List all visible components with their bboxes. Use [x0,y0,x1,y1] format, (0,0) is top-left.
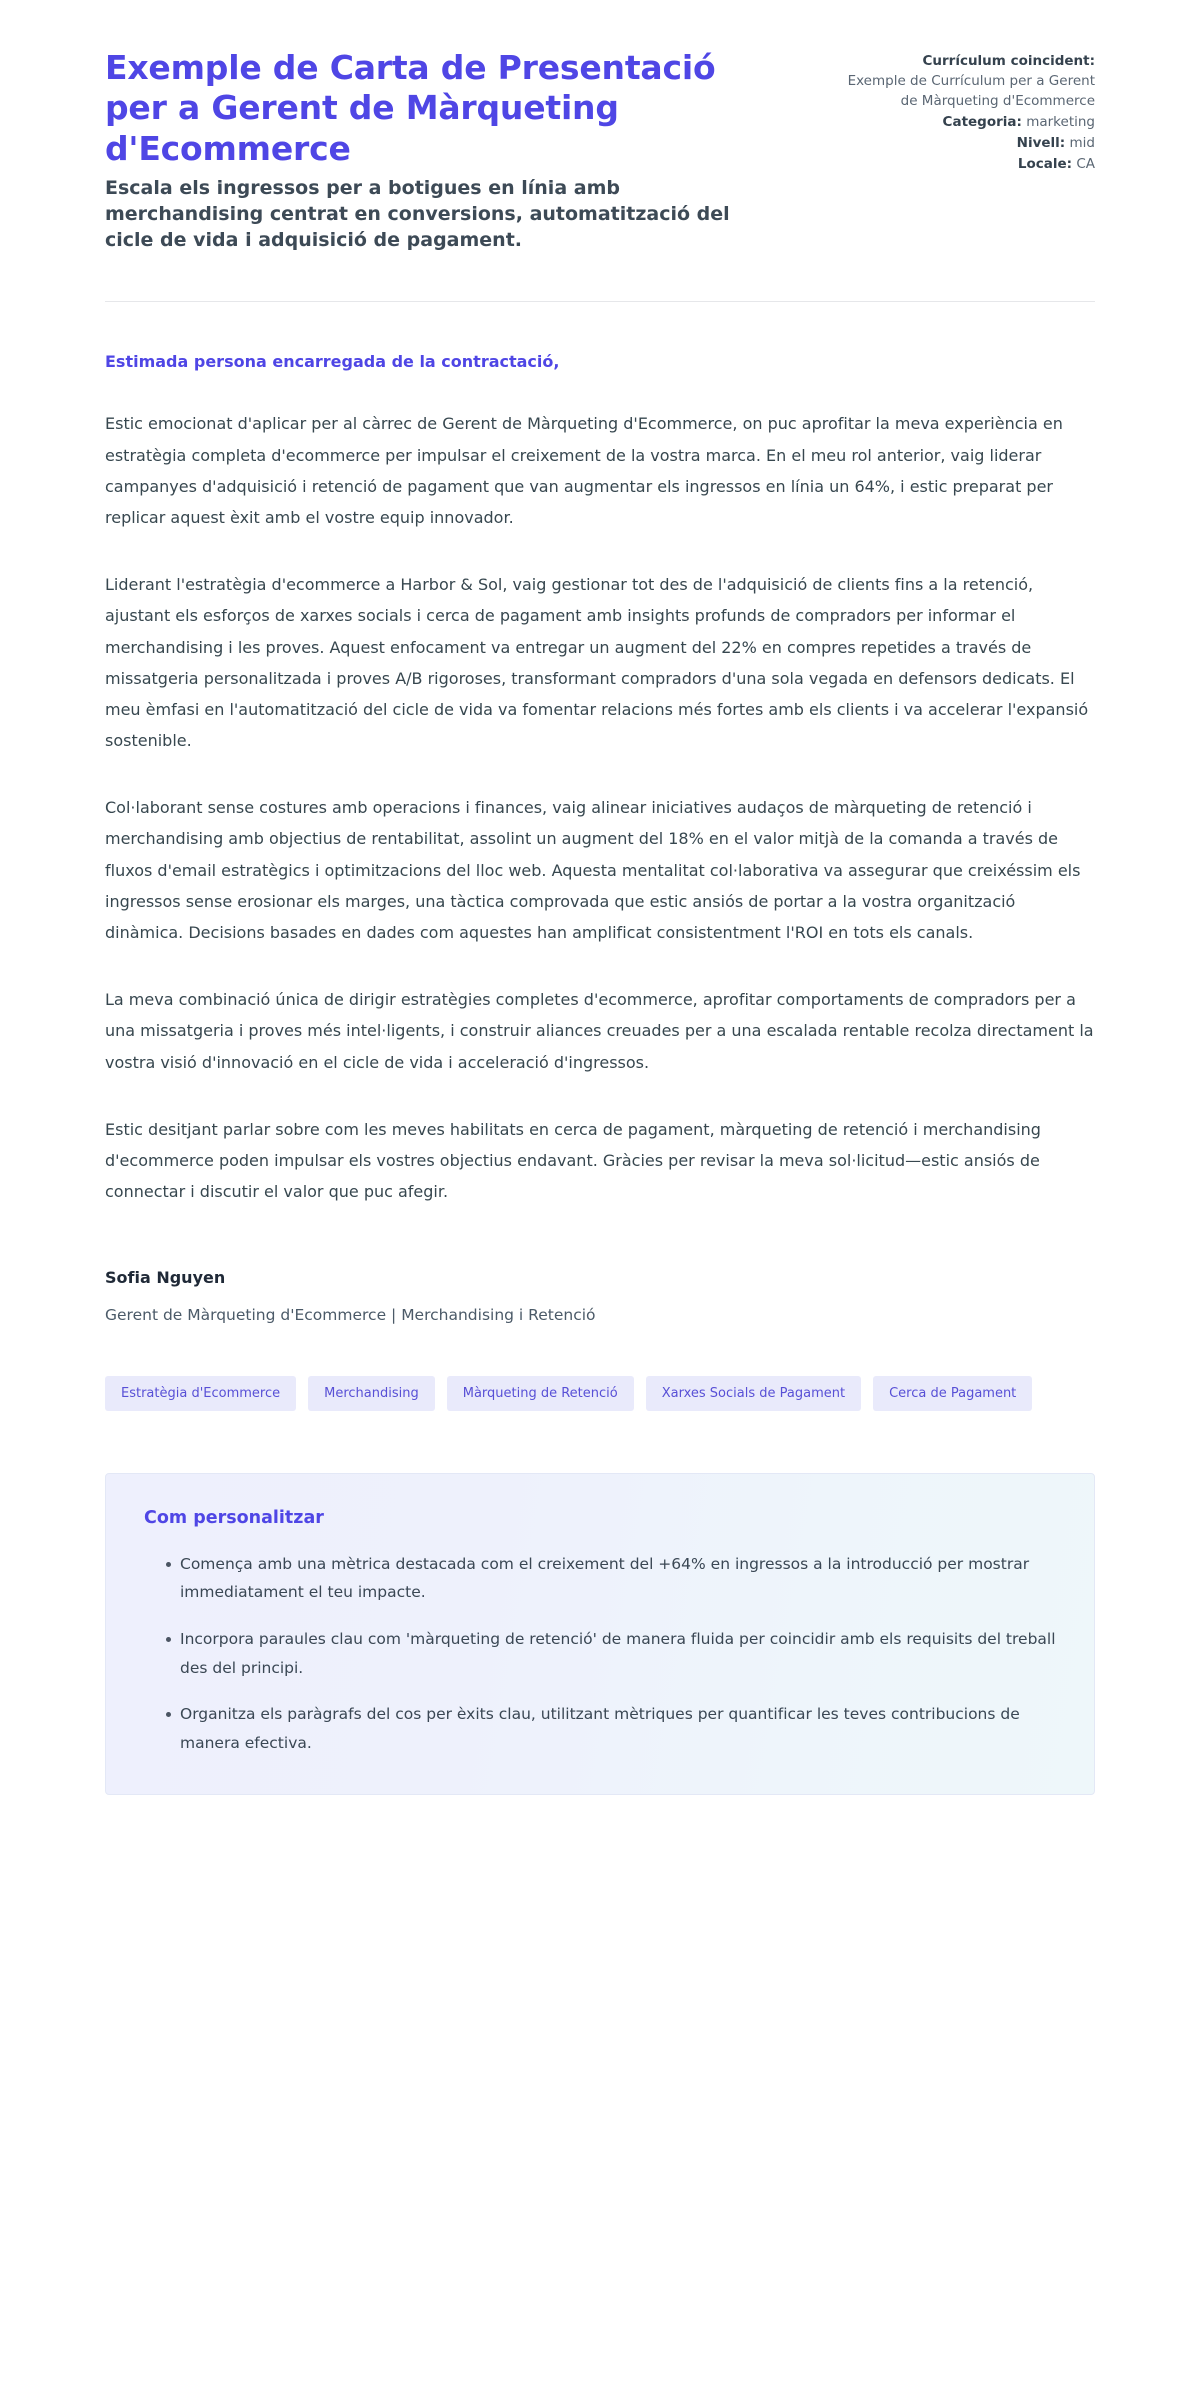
meta-locale-label: Locale: [1017,155,1073,172]
meta-locale-value: CA [1076,155,1095,172]
skill-tag[interactable]: Xarxes Socials de Pagament [646,1376,861,1411]
meta-matching-resume-label: Currículum coincident: [922,53,1095,69]
meta-level-value: mid [1069,134,1095,151]
signature-role: Gerent de Màrqueting d'Ecommerce | Merchandising i Retenció [105,1305,596,1324]
meta-level [833,134,1095,154]
meta-category-value: marketing [1026,113,1095,130]
letter-paragraph: Liderant l'estratègia d'ecommerce a Harbor & Sol, vaig gestionar tot des de l'adquisició de clients fins a la retenció, ajustant els esforços de xarxes socials i cerca de pagament amb insights profunds de compradors per informar el merchandising i les proves. Aquest enfocament va entregar un augment del 22% en compres repetides a través de missatgeria personalitzada i proves A/B rigoroses, transformant compradors d'una sola vegada en defensors dedicats. El meu èmfasi en l'automatització del cicle de vida va fomentar relacions més fortes amb els clients i va accelerar l'expansió sostenible. [105,575,1089,751]
skill-tag[interactable]: Estratègia d'Ecommerce [105,1376,296,1411]
letter-salutation: Estimada persona encarregada de la contractació, [105,352,560,372]
customization-callout [105,1473,1095,1795]
letter-paragraphs [105,408,1095,1207]
meta-matching-resume [833,52,1095,112]
document-metadata [833,48,1095,176]
letter-paragraph: Col·laborant sense costures amb operacions i finances, vaig alinear iniciatives audaços de màrqueting de retenció i merchandising amb objectius de rentabilitat, assolint un augment del 18% en el valor mitjà de la comanda a través de fluxos d'email estratègics i optimitzacions del lloc web. Aquesta mentalitat col·laborativa va assegurar que creixéssim els ingressos sense erosionar els marges, una tàctica comprovada que estic ansiós de portar a la vostra organització dinàmica. Decisions basades en dades com aquestes han amplificat consistentment l'ROI en tots els canals. [105,798,1081,943]
page-subtitle: Escala els ingressos per a botigues en línia amb merchandising centrat en conversions, automatització del cicle de vida i adquisició de pagament. [105,176,730,252]
callout-tip-item: Comença amb una mètrica destacada com el creixement del +64% en ingressos a la introducció per mostrar immediatament el teu impacte. [166,1550,1056,1607]
skill-tag[interactable]: Màrqueting de Retenció [447,1376,634,1411]
skill-tag[interactable]: Cerca de Pagament [873,1376,1032,1411]
meta-locale [833,155,1095,175]
callout-title: Com personalitzar [144,1507,324,1528]
page-title: Exemple de Carta de Presentació per a Gerent de Màrqueting d'Ecommerce [105,48,716,168]
meta-level-label: Nivell: [1016,134,1066,151]
callout-tip-item: Incorpora paraules clau com 'màrqueting de retenció' de manera fluida per coincidir amb els requisits del treball des del principi. [166,1625,1056,1682]
callout-tip-list [144,1550,1056,1758]
meta-category-label: Categoria: [942,113,1022,130]
letter-body [105,350,1095,1207]
header-divider [105,301,1095,302]
signature-block [105,1265,1095,1327]
document-header [105,48,1095,253]
signature-name: Sofia Nguyen [105,1268,226,1288]
letter-paragraph: La meva combinació única de dirigir estratègies completes d'ecommerce, aprofitar comportaments de compradors per a una missatgeria i proves més intel·ligents, i construir aliances creuades per a una escalada rentable recolza directament la vostra visió d'innovació en el cicle de vida i acceleració d'ingressos. [105,990,1094,1072]
header-title-block [105,48,745,253]
callout-tip-item: Organitza els paràgrafs del cos per èxits clau, utilitzant mètriques per quantificar les teves contribucions de manera efectiva. [166,1700,1056,1757]
meta-matching-resume-value: Exemple de Currículum per a Gerent de Màrqueting d'Ecommerce [847,72,1095,109]
letter-paragraph: Estic emocionat d'aplicar per al càrrec de Gerent de Màrqueting d'Ecommerce, on puc aprofitar la meva experiència en estratègia completa d'ecommerce per impulsar el creixement de la vostra marca. En el meu rol anterior, vaig liderar campanyes d'adquisició i retenció de pagament que van augmentar els ingressos en línia un 64%, i estic preparat per replicar aquest èxit amb el vostre equip innovador. [105,414,1063,527]
skill-tag[interactable]: Merchandising [308,1376,435,1411]
meta-category [833,113,1095,133]
letter-paragraph: Estic desitjant parlar sobre com les meves habilitats en cerca de pagament, màrqueting de retenció i merchandising d'ecommerce poden impulsar els vostres objectius endavant. Gràcies per revisar la meva sol·licitud—estic ansiós de connectar i discutir el valor que puc afegir. [105,1119,1041,1202]
skill-tag-list [105,1376,1035,1411]
